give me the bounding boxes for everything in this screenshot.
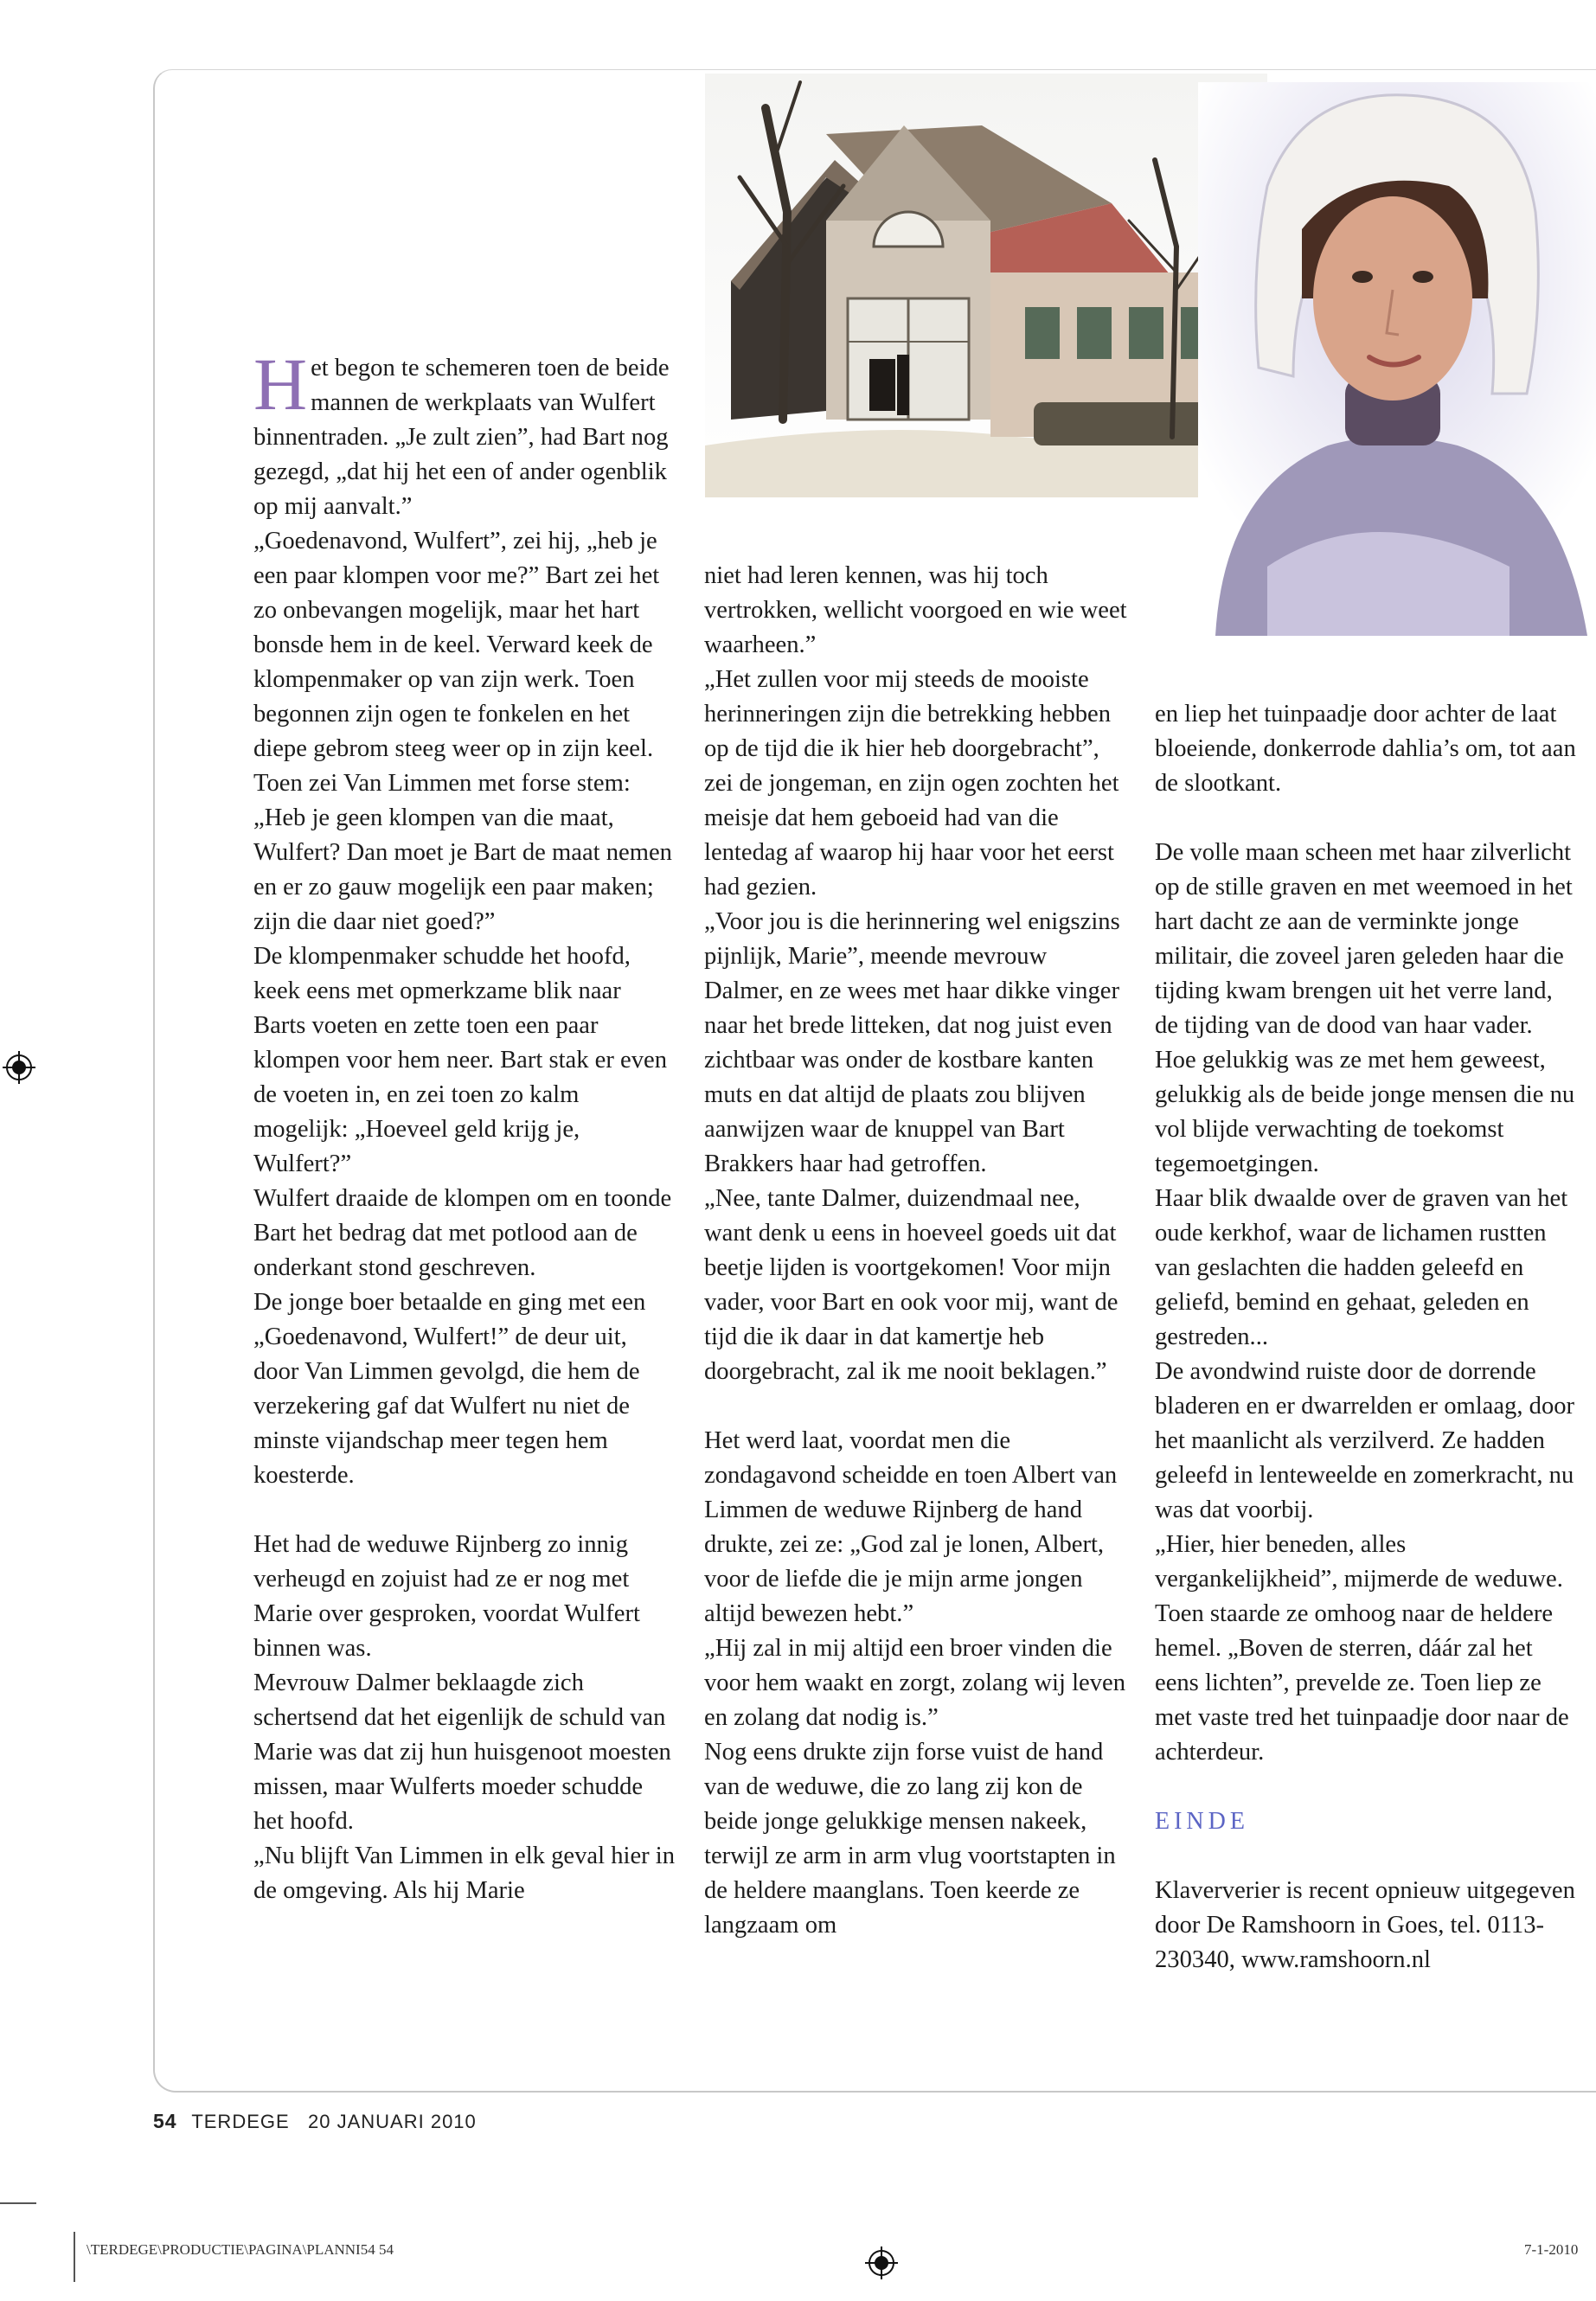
crop-mark (0, 2202, 36, 2204)
farmhouse-illustration (705, 74, 1267, 497)
paragraph: niet had leren kennen, was hij toch vertrokken, wellicht voorgoed en wie weet waarheen.” (704, 562, 1127, 658)
article-column-2 (704, 559, 1128, 1943)
paragraph: Het begon te schemeren toen de beide mannen de werkplaats van Wulfert binnentraden. „Je zult zien”, had Bart nog gezegd, „dat hij het een of ander ogenblik op mij aanvalt.” (253, 343, 670, 520)
paragraph: „Hier, hier beneden, alles vergankelijkheid”, mijmerde de weduwe. Toen staarde ze omhoog naar de heldere hemel. „Boven de sterren, dáár zal het eens lichten”, prevelde ze. Toen liep ze met vaste tred het tuinpaadje door naar de achterdeur. (1155, 1531, 1569, 1766)
paragraph: Wulfert draaide de klompen om en toonde Bart het bedrag dat met potlood aan de onderkant stond geschreven. (253, 1185, 672, 1281)
paragraph: De volle maan scheen met haar zilverlicht op de stille graven en met weemoed in het hart dacht ze aan de verminkte jonge militair, die zoveel jaren geleden haar die tijding kwam brengen uit het verre land, de tijding van de dood van haar vader. (1155, 839, 1573, 1039)
paragraph: Toen zei Van Limmen met forse stem: „Heb je geen klompen van die maat, Wulfert? Dan moet je Bart de maat nemen en er zo gauw mogelijk een paar maken; zijn die daar niet goed?” (253, 770, 672, 935)
registration-mark-icon (3, 1051, 35, 1084)
paragraph: „Nu blijft Van Limmen in elk geval hier in de omgeving. Als hij Marie (253, 1843, 676, 1904)
file-path-slug: \TERDEGE\PRODUCTIE\PAGINA\PLANNI54 54 (87, 2241, 394, 2258)
woman-portrait-illustration (1198, 82, 1596, 636)
paragraph: Het had de weduwe Rijnberg zo innig verheugd en zojuist had ze er nog met Marie over gesproken, voordat Wulfert binnen was. (253, 1531, 640, 1662)
page-number: 54 (153, 2110, 177, 2132)
article-column-3 (1155, 697, 1579, 1977)
publisher-note: Klaververier is recent opnieuw uitgegeven door De Ramshoorn in Goes, tel. 0113-230340, www.ramshoorn.nl (1155, 1877, 1575, 1973)
story-end-marker: EINDE (1155, 1808, 1249, 1835)
article-column-1 (253, 343, 677, 1908)
issue-date: 20 JANUARI 2010 (308, 2111, 477, 2132)
paragraph: Mevrouw Dalmer beklaagde zich schertsend dat het eigenlijk de schuld van Marie was dat zij hun huisgenoot moesten missen, maar Wulferts moeder schudde het hoofd. (253, 1670, 671, 1835)
paragraph: „Nee, tante Dalmer, duizendmaal nee, want denk u eens in hoeveel goeds uit dat beetje lijden is voortgekomen! Voor mijn vader, voor Bart en ook voor mij, want de tijd die ik daar in dat kamertje heb doorgebracht, zal ik me nooit beklagen.” (704, 1185, 1118, 1385)
drop-cap: H (253, 343, 308, 426)
page-footer (153, 2110, 477, 2133)
paragraph: „Het zullen voor mij steeds de mooiste herinneringen zijn die betrekking hebben op de tijd die ik hier heb doorgebracht”, zei de jongeman, en zijn ogen zochten het meisje dat hem geboeid had van die lentedag af waarop hij haar voor het eerst had gezien. (704, 666, 1119, 901)
paragraph: „Hij zal in mij altijd een broer vinden die voor hem waakt en zorgt, zolang wij leven en zolang dat nodig is.” (704, 1635, 1126, 1731)
paragraph: „Voor jou is die herinnering wel enigszins pijnlijk, Marie”, meende mevrouw Dalmer, en ze wees met haar dikke vinger naar het brede litteken, dat nog juist even zichtbaar was onder de kostbare kanten muts en dat altijd de plaats zou blijven aanwijzen waar de knuppel van Bart Brakkers haar had getroffen. (704, 908, 1120, 1177)
paragraph: „Goedenavond, Wulfert”, zei hij, „heb je een paar klompen voor me?” Bart zei het zo onbevangen mogelijk, maar het hart bonsde hem in de keel. Verward keek de klompenmaker op van zijn werk. Toen begonnen zijn ogen te fonkelen en het diepe gebrom steeg weer op in zijn keel. (253, 528, 660, 762)
registration-mark-icon (865, 2247, 898, 2279)
paragraph: De avondwind ruiste door de dorrende bladeren en er dwarrelden er omlaag, door het maanlicht als verzilverd. Ze hadden geleefd in lenteweelde en zomerkracht, nu was dat voorbij. (1155, 1358, 1575, 1523)
crop-mark (74, 2232, 75, 2282)
print-date-slug: 7-1-2010 (1524, 2241, 1579, 2258)
paragraph: Het werd laat, voordat men die zondagavond scheidde en toen Albert van Limmen de weduwe Rijnberg de hand drukte, zei ze: „God zal je lonen, Albert, voor de liefde die je mijn arme jongen altijd bewezen hebt.” (704, 1427, 1118, 1627)
paragraph: en liep het tuinpaadje door achter de laat bloeiende, donkerrode dahlia’s om, tot aan de slootkant. (1155, 701, 1576, 797)
paragraph: Hoe gelukkig was ze met hem geweest, gelukkig als de beide jonge mensen die nu vol blijde verwachting de toekomst tegemoetgingen. (1155, 1047, 1575, 1177)
paragraph: De jonge boer betaalde en ging met een „Goedenavond, Wulfert!” de deur uit, door Van Limmen gevolgd, die hem de verzekering gaf dat Wulfert nu niet de minste vijandschap meer tegen hem koesterde. (253, 1289, 646, 1489)
paragraph: Haar blik dwaalde over de graven van het oude kerkhof, waar de lichamen rustten van geslachten die hadden geleefd en geliefd, bemind en gehaat, geleden en gestreden... (1155, 1185, 1568, 1350)
magazine-name: TERDEGE (191, 2111, 290, 2132)
paragraph: De klompenmaker schudde het hoofd, keek eens met opmerkzame blik naar Barts voeten en zette toen een paar klompen voor hem neer. Bart stak er even de voeten in, en zei toen zo kalm mogelijk: „Hoeveel geld krijg je, Wulfert?” (253, 943, 667, 1177)
paragraph: Nog eens drukte zijn forse vuist de hand van de weduwe, die zo lang zij kon de beide jonge gelukkige mensen nakeek, terwijl ze arm in arm vlug voortstapten in de heldere maanglans. Toen keerde ze langzaam om (704, 1739, 1116, 1939)
